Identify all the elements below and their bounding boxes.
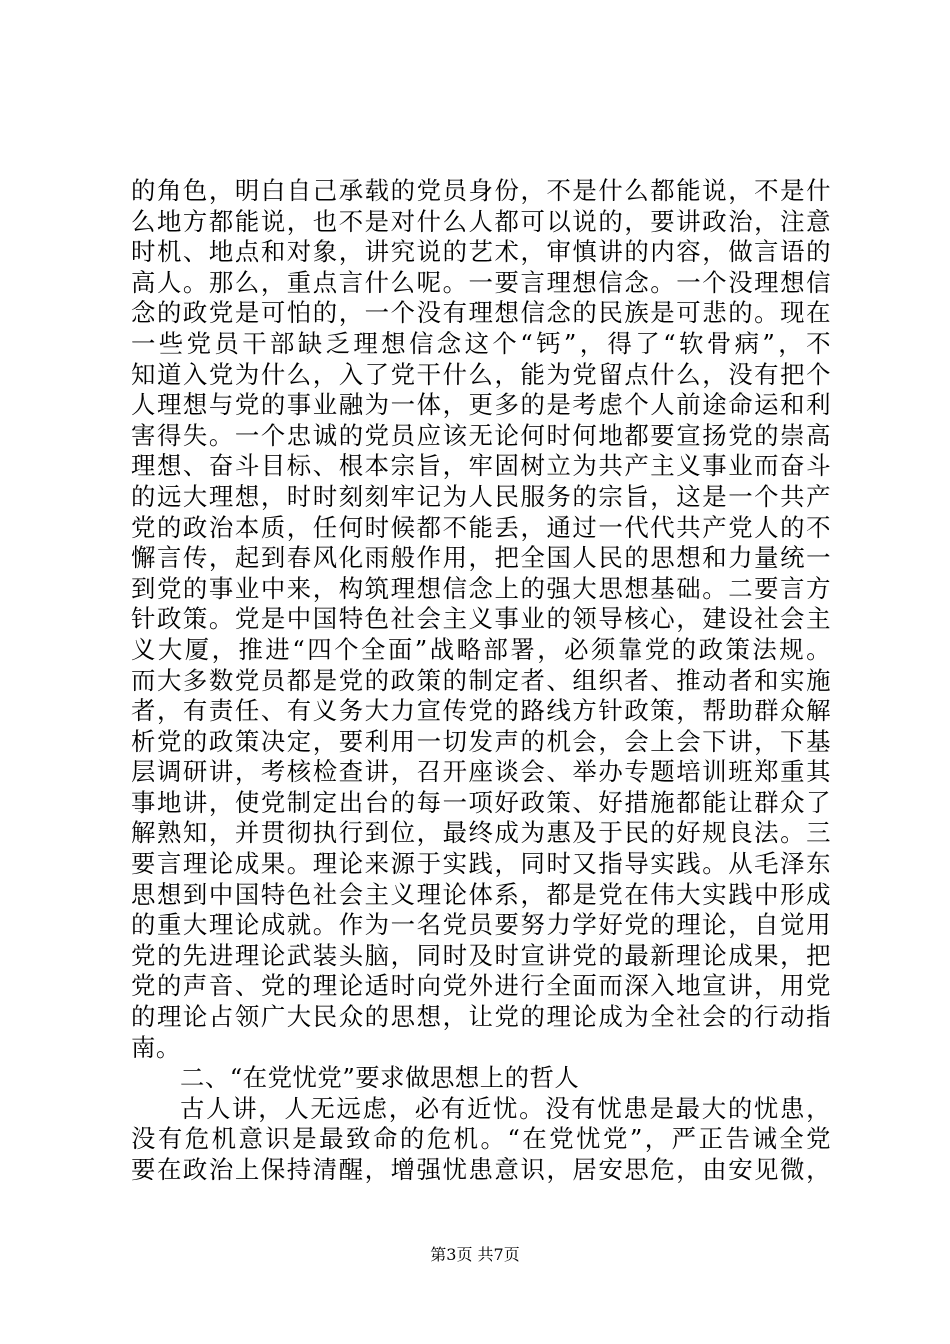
text-line: 懈言传，起到春风化雨般作用，把全国人民的思想和力量统一 (131, 543, 831, 573)
text-line: 到党的事业中来，构筑理想信念上的强大思想基础。二要言方 (131, 573, 831, 603)
text-line: 党的声音、党的理论适时向党外进行全面而深入地宣讲，用党 (131, 971, 831, 1001)
section-heading: 二、“在党忧党”要求做思想上的哲人 (180, 1063, 580, 1093)
text-line: 南。 (131, 1032, 181, 1062)
text-line: 的角色，明白自己承载的党员身份，不是什么都能说，不是什 (131, 176, 831, 205)
text-line: 的理论占领广大民众的思想，让党的理论成为全社会的行动指 (131, 1002, 831, 1032)
text-line: 析党的政策决定，要利用一切发声的机会，会上会下讲，下基 (131, 726, 831, 756)
text-line: 针政策。党是中国特色社会主义事业的领导核心，建设社会主 (131, 604, 831, 634)
text-line: 的远大理想，时时刻刻牢记为人民服务的宗旨，这是一个共产 (131, 481, 831, 511)
text-line: 事地讲，使党制定出台的每一项好政策、好措施都能让群众了 (131, 787, 831, 817)
text-line: 党的政治本质，任何时候都不能丢，通过一代代共产党人的不 (131, 512, 831, 542)
text-line: 没有危机意识是最致命的危机。“在党忧党”，严正告诫全党 (131, 1124, 831, 1154)
text-line: 害得失。一个忠诚的党员应该无论何时何地都要宣扬党的崇高 (131, 420, 831, 450)
text-line: 解熟知，并贯彻执行到位，最终成为惠及于民的好规良法。三 (131, 818, 831, 848)
text-line: 高人。那么，重点言什么呢。一要言理想信念。一个没理想信 (131, 267, 831, 297)
text-line: 时机、地点和对象，讲究说的艺术，审慎讲的内容，做言语的 (131, 237, 831, 267)
text-line: 的重大理论成就。作为一名党员要努力学好党的理论，自觉用 (131, 910, 831, 940)
text-line: 人理想与党的事业融为一体，更多的是考虑个人前途命运和利 (131, 390, 831, 420)
text-line: 古人讲，人无远虑，必有近忧。没有忧患是最大的忧患， (180, 1093, 831, 1123)
text-line: 念的政党是可怕的，一个没有理想信念的民族是可悲的。现在 (131, 298, 831, 328)
text-line: 而大多数党员都是党的政策的制定者、组织者、推动者和实施 (131, 665, 831, 695)
text-line: 思想到中国特色社会主义理论体系，都是党在伟大实践中形成 (131, 879, 831, 909)
text-line: 知道入党为什么，入了党干什么，能为党留点什么，没有把个 (131, 359, 831, 389)
text-line: 一些党员干部缺乏理想信念这个“钙”，得了“软骨病”，不 (131, 328, 831, 358)
text-line: 层调研讲，考核检查讲，召开座谈会、举办专题培训班郑重其 (131, 757, 831, 787)
text-line: 者，有责任、有义务大力宣传党的路线方针政策，帮助群众解 (131, 696, 831, 726)
body-text (131, 176, 831, 1186)
text-line: 么地方都能说，也不是对什么人都可以说的，要讲政治，注意 (131, 206, 831, 236)
text-line: 理想、奋斗目标、根本宗旨，牢固树立为共产主义事业而奋斗 (131, 451, 831, 481)
page-number-footer: 第3页 共7页 (430, 1245, 520, 1264)
text-line: 党的先进理论武装头脑，同时及时宣讲党的最新理论成果，把 (131, 940, 831, 970)
text-line: 要在政治上保持清醒，增强忧患意识，居安思危，由安见微， (131, 1155, 831, 1184)
text-line: 要言理论成果。理论来源于实践，同时又指导实践。从毛泽东 (131, 849, 831, 879)
text-line: 义大厦，推进“四个全面”战略部署，必须靠党的政策法规。 (131, 634, 831, 664)
